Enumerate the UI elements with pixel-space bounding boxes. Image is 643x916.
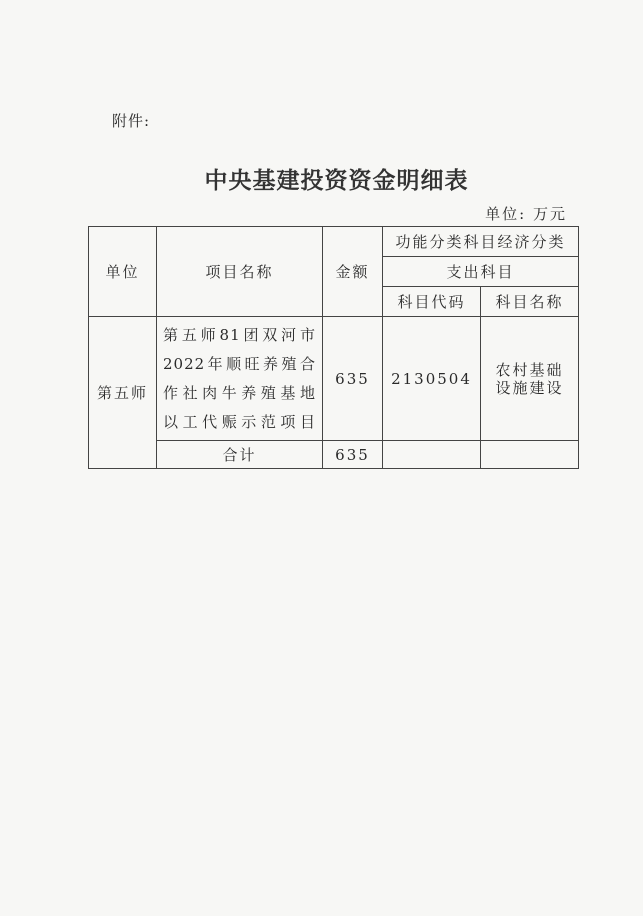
total-label: 合计	[157, 441, 323, 469]
header-expense-subject: 支出科目	[383, 257, 579, 287]
project-name-line: 作社肉牛养殖基地	[163, 383, 316, 402]
total-empty-name	[481, 441, 579, 469]
page-title: 中央基建投资资金明细表	[204, 167, 469, 194]
header-subject-name: 科目名称	[481, 287, 579, 317]
header-function-category: 功能分类科目经济分类	[383, 227, 579, 257]
cell-unit: 第五师	[89, 317, 157, 469]
detail-table	[88, 226, 579, 469]
cell-amount: 635	[323, 317, 383, 441]
cell-project-name	[157, 317, 323, 441]
header-unit: 单位	[89, 227, 157, 317]
project-name-line: 以工代赈示范项目	[163, 412, 316, 431]
header-amount: 金额	[323, 227, 383, 317]
unit-label: 单位: 万元	[485, 205, 567, 223]
project-name-line: 第五师81团双河市	[163, 325, 316, 344]
total-amount: 635	[323, 441, 383, 469]
project-name-line: 2022年顺旺养殖合	[163, 354, 316, 373]
subject-name-line: 农村基础	[495, 360, 564, 379]
header-project-name: 项目名称	[157, 227, 323, 317]
attachment-label: 附件:	[112, 112, 151, 130]
total-empty-code	[383, 441, 481, 469]
header-subject-code: 科目代码	[383, 287, 481, 317]
header-row-1	[89, 227, 579, 257]
total-row	[89, 441, 579, 469]
subject-name-line: 设施建设	[495, 378, 564, 397]
cell-subject-code: 2130504	[383, 317, 481, 441]
cell-subject-name	[481, 317, 579, 441]
table-row	[89, 317, 579, 441]
